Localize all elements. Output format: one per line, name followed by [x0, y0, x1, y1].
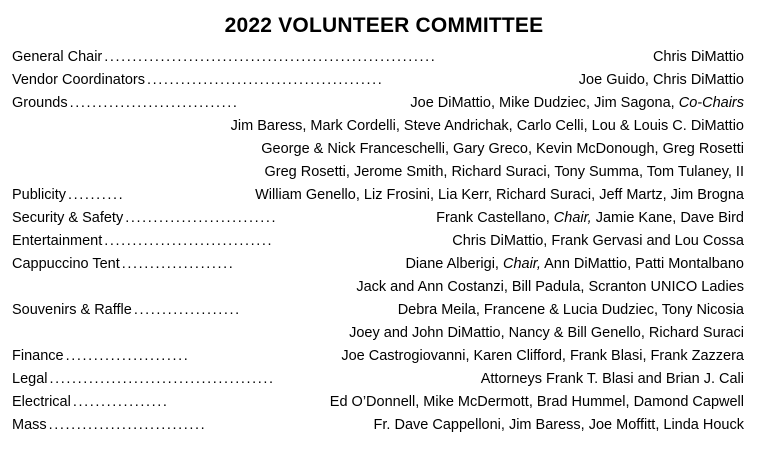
- names-text-after: Jamie Kane, Dave Bird: [591, 210, 744, 226]
- dot-leader: ......................: [65, 348, 190, 364]
- committee-row-entertainment: [12, 230, 744, 253]
- row-names: [452, 230, 744, 253]
- row-label: Finance: [12, 348, 64, 364]
- row-label: Publicity: [12, 187, 66, 203]
- dot-leader: ...................: [133, 302, 241, 318]
- committee-row-mass: [12, 414, 744, 437]
- dot-leader: ...........................................................: [104, 49, 437, 65]
- names-text: Chris DiMattio: [652, 49, 744, 65]
- row-label: Legal: [12, 371, 48, 387]
- row-label: Mass: [12, 417, 47, 433]
- row-label: General Chair: [12, 49, 103, 65]
- dot-leader: ...........................: [125, 210, 278, 226]
- row-names: [410, 92, 744, 115]
- row-names: [579, 69, 744, 92]
- names-text: William Genello, Liz Frosini, Lia Kerr, Richard Suraci, Jeff Martz, Jim Brogna: [255, 187, 744, 203]
- committee-row-cappuccino-tent: [12, 253, 744, 276]
- dot-leader: ..........: [68, 187, 125, 203]
- dot-leader: ..........................................: [147, 72, 384, 88]
- dot-leader: ........................................: [49, 371, 275, 387]
- committee-row-grounds: [12, 92, 744, 115]
- committee-row-electrical: [12, 391, 744, 414]
- row-names: [255, 184, 744, 207]
- row-names: [436, 207, 744, 230]
- names-text: Diane Alberigi,: [405, 256, 503, 272]
- row-names: [341, 345, 744, 368]
- committee-row-grounds-cont-2: [12, 138, 744, 161]
- committee-row-cappuccino-tent-cont: [12, 276, 744, 299]
- names-text-after: Ann DiMattio, Patti Montalbano: [540, 256, 744, 272]
- row-names: [398, 299, 744, 322]
- names-text: Ed O’Donnell, Mike McDermott, Brad Hummel, Damond Capwell: [329, 394, 744, 410]
- committee-row-security-safety: [12, 207, 744, 230]
- committee-row-souvenirs-raffle: [12, 299, 744, 322]
- names-role: Co-Chairs: [678, 95, 744, 111]
- names-text: Joe DiMattio, Mike Dudziec, Jim Sagona,: [410, 95, 679, 111]
- row-names: [405, 253, 744, 276]
- row-names: Jack and Ann Costanzi, Bill Padula, Scranton UNICO Ladies: [356, 279, 744, 295]
- names-role: Chair,: [502, 256, 541, 272]
- committee-row-grounds-cont-3: [12, 161, 744, 184]
- page-title: 2022 VOLUNTEER COMMITTEE: [224, 14, 544, 37]
- dot-leader: ..............................: [69, 95, 239, 111]
- committee-row-general-chair: [12, 46, 744, 69]
- row-names: [653, 46, 744, 69]
- row-names: [330, 391, 744, 414]
- row-label: Souvenirs & Raffle: [12, 302, 132, 318]
- row-label: Entertainment: [12, 233, 103, 249]
- row-label: Vendor Coordinators: [12, 72, 145, 88]
- committee-row-grounds-cont-1: [12, 115, 744, 138]
- committee-row-publicity: [12, 184, 744, 207]
- row-label: Cappuccino Tent: [12, 256, 120, 272]
- committee-row-finance: [12, 345, 744, 368]
- names-text: Attorneys Frank T. Blasi and Brian J. Cali: [480, 371, 744, 387]
- dot-leader: .................: [72, 394, 169, 410]
- names-role: Chair,: [553, 210, 592, 226]
- names-text: Joe Guido, Chris DiMattio: [578, 72, 744, 88]
- dot-leader: ..............................: [104, 233, 274, 249]
- names-text: Joe Castrogiovanni, Karen Clifford, Frank Blasi, Frank Zazzera: [341, 348, 744, 364]
- names-text: Debra Meila, Francene & Lucia Dudziec, Tony Nicosia: [397, 302, 744, 318]
- dot-leader: ............................: [48, 417, 207, 433]
- dot-leader: ....................: [121, 256, 235, 272]
- row-label: Grounds: [12, 95, 68, 111]
- names-text: Frank Castellano,: [436, 210, 554, 226]
- row-names: [374, 414, 744, 437]
- row-label: Security & Safety: [12, 210, 124, 226]
- committee-row-souvenirs-raffle-cont: [12, 322, 744, 345]
- row-names: Jim Baress, Mark Cordelli, Steve Andrichak, Carlo Celli, Lou & Louis C. DiMattio: [230, 118, 744, 134]
- committee-list: [12, 46, 744, 437]
- row-names: Greg Rosetti, Jerome Smith, Richard Suraci, Tony Summa, Tom Tulaney, II: [264, 164, 744, 180]
- committee-row-legal: [12, 368, 744, 391]
- names-text: Chris DiMattio, Frank Gervasi and Lou Cossa: [452, 233, 744, 249]
- committee-row-vendor-coordinators: [12, 69, 744, 92]
- row-names: [481, 368, 744, 391]
- row-names: Joey and John DiMattio, Nancy & Bill Genello, Richard Suraci: [349, 325, 744, 341]
- row-names: George & Nick Franceschelli, Gary Greco, Kevin McDonough, Greg Rosetti: [261, 141, 744, 157]
- row-label: Electrical: [12, 394, 71, 410]
- names-text: Fr. Dave Cappelloni, Jim Baress, Joe Moffitt, Linda Houck: [373, 417, 744, 433]
